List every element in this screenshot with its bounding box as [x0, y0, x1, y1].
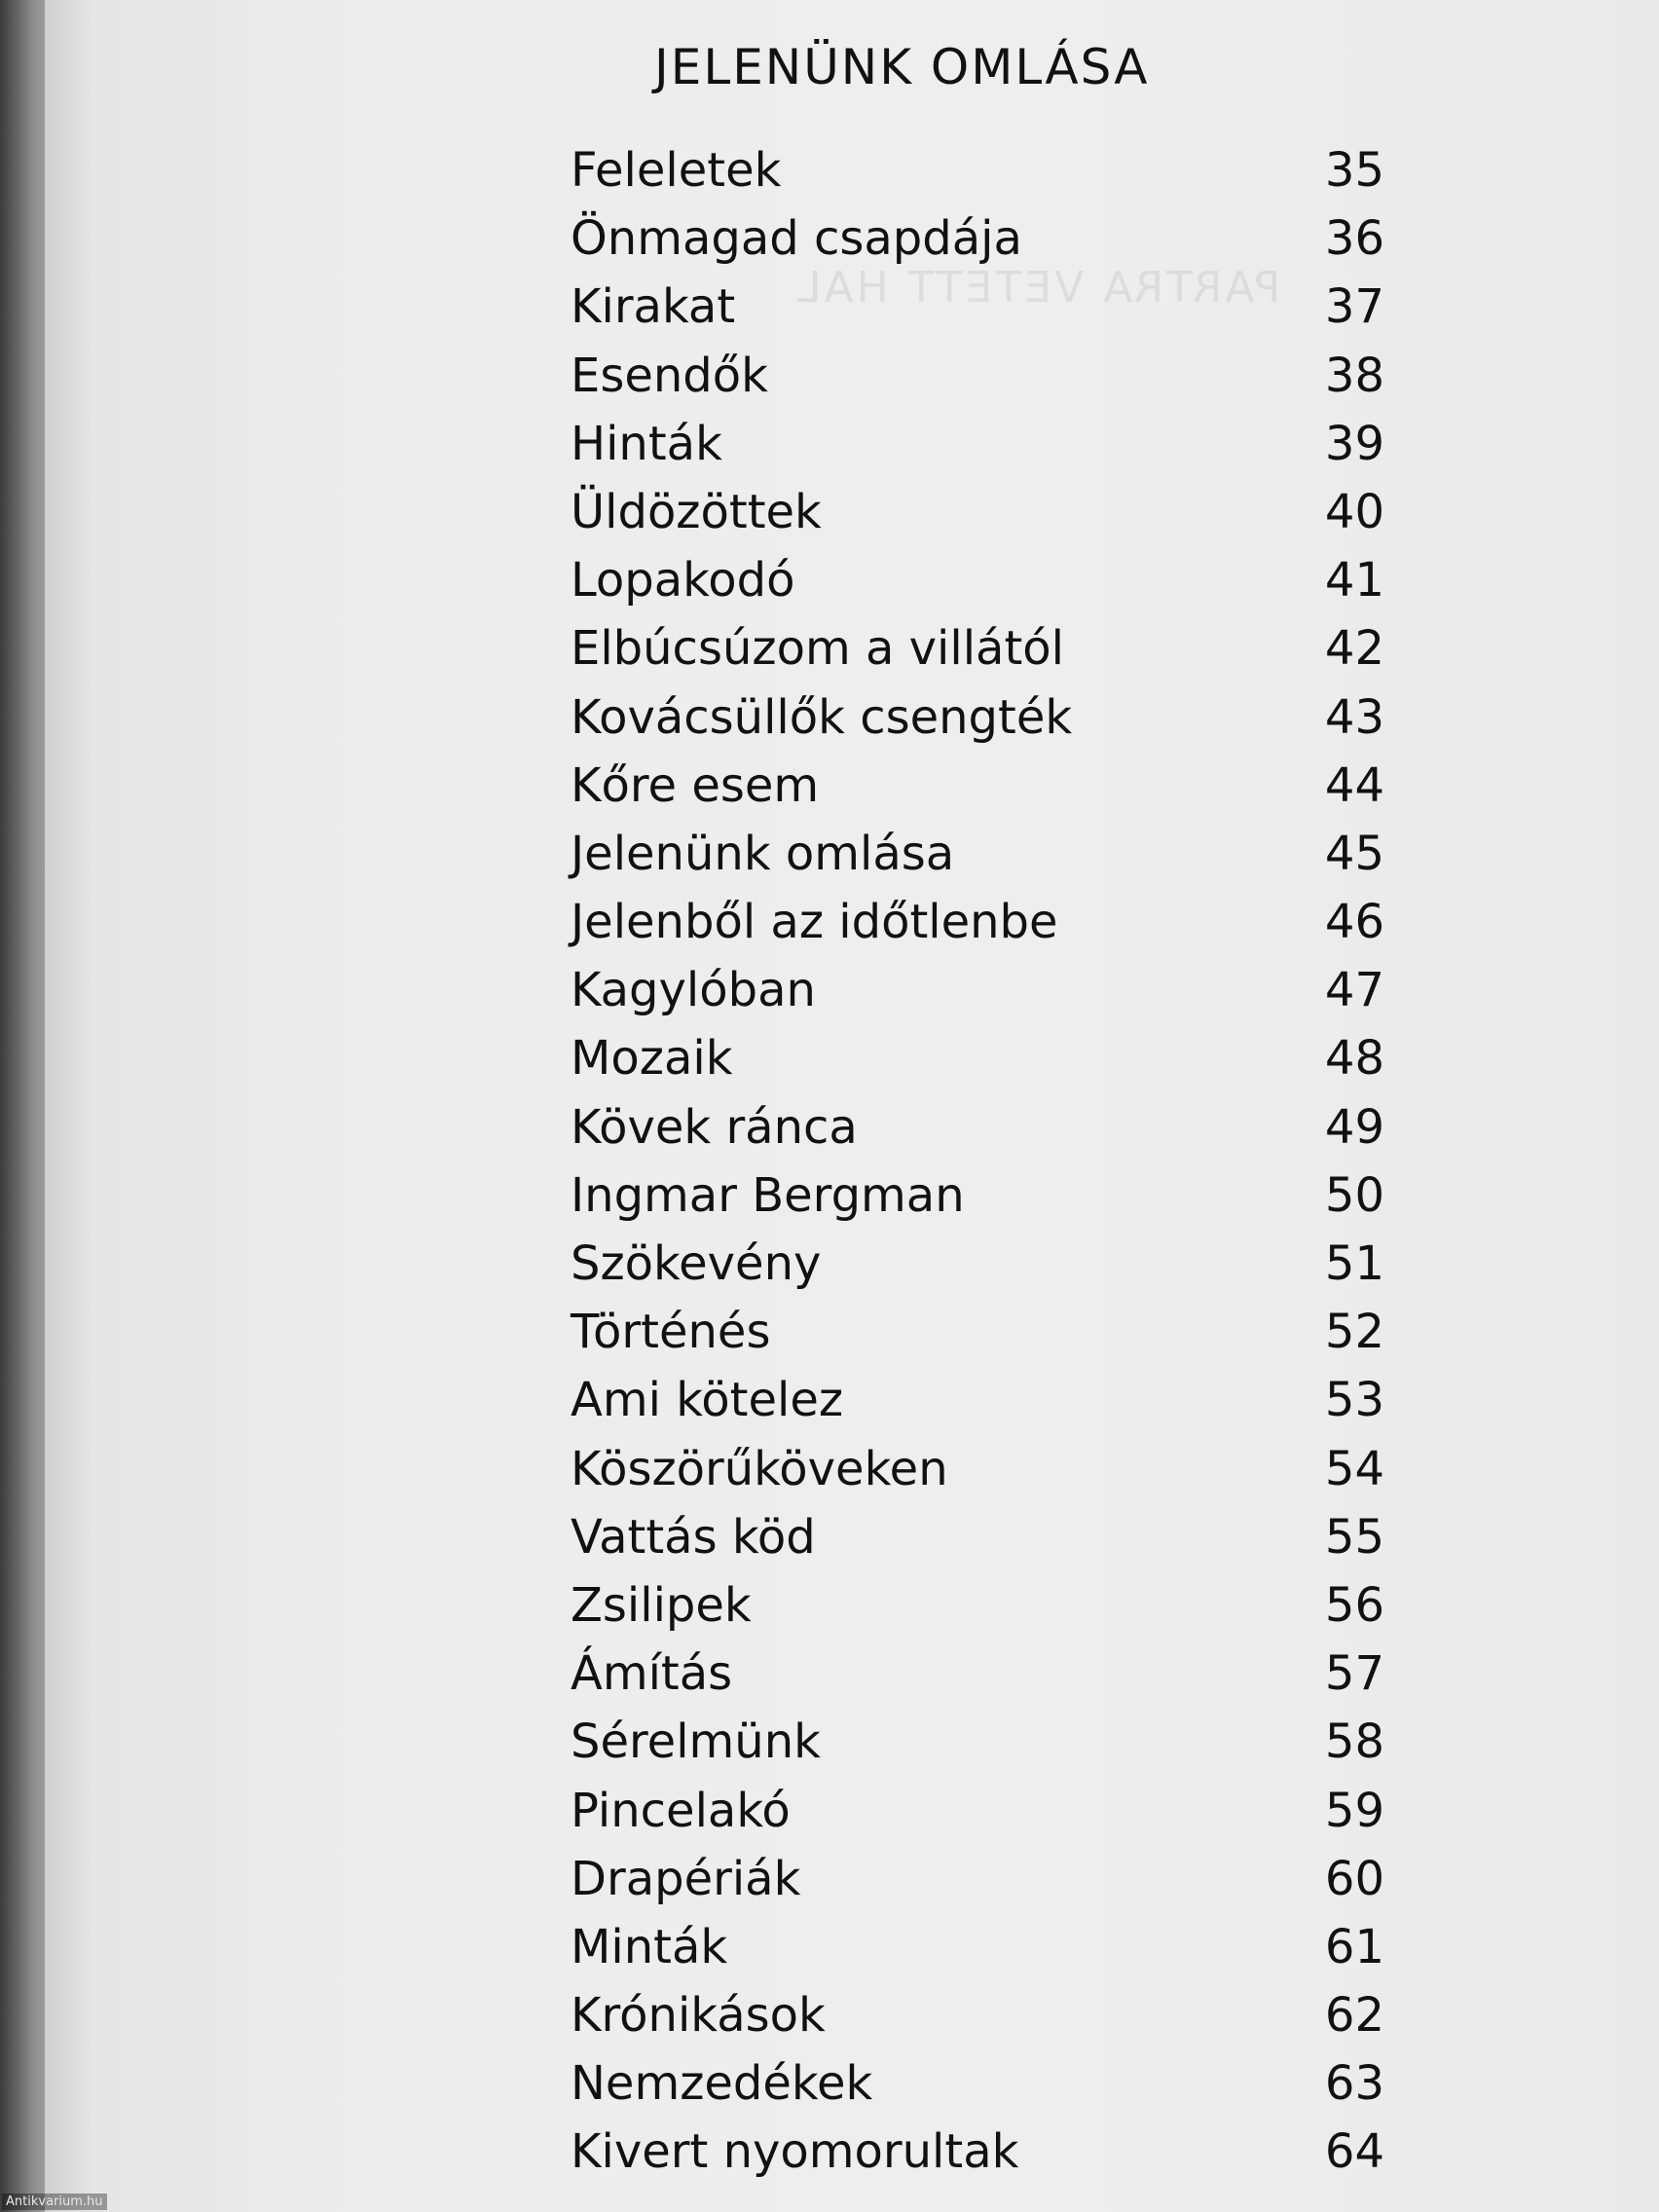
toc-entry-title: Kovácsüllők csengték: [571, 689, 1073, 745]
table-of-contents: [528, 136, 1384, 2187]
toc-entry-title: Kirakat: [571, 279, 736, 335]
toc-entry-title: Üldözöttek: [571, 484, 822, 539]
toc-entry: [528, 752, 1384, 820]
toc-entry-page-number: 53: [1324, 1373, 1384, 1428]
toc-entry-page-number: 44: [1324, 757, 1384, 813]
toc-entry: [528, 273, 1384, 341]
toc-entry-page-number: 57: [1324, 1646, 1384, 1702]
toc-entry-title: Önmagad csapdája: [571, 211, 1022, 267]
toc-entry: [528, 1366, 1384, 1434]
toc-entry: [528, 410, 1384, 478]
toc-entry: [528, 1093, 1384, 1161]
toc-entry-title: Esendők: [571, 348, 768, 403]
toc-entry-title: Ámítás: [571, 1646, 733, 1702]
toc-entry: [528, 204, 1384, 273]
toc-entry-title: Hinták: [571, 416, 722, 471]
toc-entry-page-number: 49: [1324, 1099, 1384, 1155]
toc-entry-title: Kivert nyomorultak: [571, 2124, 1019, 2180]
toc-entry-title: Kőre esem: [571, 757, 820, 813]
toc-entry: [528, 1024, 1384, 1092]
toc-entry-title: Pincelakó: [571, 1783, 791, 1838]
toc-entry-title: Jelenünk omlása: [571, 826, 955, 881]
toc-entry-page-number: 64: [1324, 2124, 1384, 2180]
toc-entry: [528, 956, 1384, 1024]
toc-entry-title: Kövek ránca: [571, 1099, 858, 1155]
bleed-through-text: PARTRA VETETT HAL: [794, 263, 1281, 313]
section-title: JELENÜNK OMLÁSA: [654, 38, 1150, 95]
toc-entry-title: Ami kötelez: [571, 1373, 844, 1428]
toc-entry: [528, 1913, 1384, 1981]
toc-entry-page-number: 39: [1324, 416, 1384, 471]
toc-entry: [528, 683, 1384, 752]
toc-entry-title: Elbúcsúzom a villától: [571, 621, 1064, 677]
toc-entry-page-number: 42: [1324, 621, 1384, 677]
toc-entry-title: Lopakodó: [571, 553, 795, 608]
toc-entry: [528, 2049, 1384, 2118]
toc-entry-page-number: 62: [1324, 1988, 1384, 2044]
toc-entry-page-number: 61: [1324, 1919, 1384, 1974]
toc-entry-page-number: 52: [1324, 1305, 1384, 1360]
toc-entry-page-number: 54: [1324, 1441, 1384, 1496]
watermark: Antikvarium.hu: [2, 2194, 107, 2210]
toc-entry-page-number: 46: [1324, 895, 1384, 950]
toc-entry: [528, 888, 1384, 956]
toc-entry: [528, 1161, 1384, 1230]
toc-entry: [528, 1777, 1384, 1845]
toc-entry-page-number: 36: [1324, 211, 1384, 267]
toc-entry: [528, 136, 1384, 204]
toc-entry-page-number: 40: [1324, 484, 1384, 539]
toc-entry-page-number: 37: [1324, 279, 1384, 335]
toc-entry-title: Feleletek: [571, 143, 782, 198]
toc-entry-title: Köszörűköveken: [571, 1441, 948, 1496]
toc-entry-title: Nemzedékek: [571, 2056, 873, 2112]
toc-entry: [528, 820, 1384, 888]
toc-entry-title: Jelenből az időtlenbe: [571, 895, 1058, 950]
toc-entry: [528, 1298, 1384, 1366]
toc-entry-title: Szökevény: [571, 1236, 822, 1291]
toc-entry-title: Ingmar Bergman: [571, 1167, 965, 1223]
toc-entry-title: Zsilipek: [571, 1577, 752, 1633]
toc-entry-page-number: 43: [1324, 689, 1384, 745]
toc-entry-title: Kagylóban: [571, 963, 816, 1018]
toc-entry: [528, 478, 1384, 546]
toc-entry-title: Vattás köd: [571, 1509, 816, 1565]
toc-entry: [528, 1571, 1384, 1640]
book-page: [45, 0, 1659, 2212]
toc-entry: [528, 546, 1384, 614]
toc-entry-title: Minták: [571, 1919, 728, 1974]
toc-entry: [528, 1503, 1384, 1571]
toc-entry-page-number: 51: [1324, 1236, 1384, 1291]
toc-entry-page-number: 58: [1324, 1714, 1384, 1770]
toc-entry-title: Krónikások: [571, 1988, 826, 2044]
toc-entry: [528, 1708, 1384, 1776]
toc-entry-page-number: 35: [1324, 143, 1384, 198]
toc-entry-page-number: 41: [1324, 553, 1384, 608]
toc-entry-page-number: 50: [1324, 1167, 1384, 1223]
book-binding-edge: [0, 0, 45, 2212]
toc-entry-page-number: 45: [1324, 826, 1384, 881]
toc-entry-page-number: 59: [1324, 1783, 1384, 1838]
toc-entry-page-number: 56: [1324, 1577, 1384, 1633]
toc-entry-title: Sérelmünk: [571, 1714, 821, 1770]
toc-entry-page-number: 47: [1324, 963, 1384, 1018]
toc-entry-title: Történés: [571, 1305, 771, 1360]
toc-entry-page-number: 63: [1324, 2056, 1384, 2112]
toc-entry-title: Drapériák: [571, 1851, 801, 1906]
toc-entry: [528, 1845, 1384, 1913]
toc-entry-page-number: 38: [1324, 348, 1384, 403]
toc-entry: [528, 1230, 1384, 1298]
toc-entry: [528, 1981, 1384, 2049]
toc-entry: [528, 614, 1384, 682]
toc-entry-page-number: 55: [1324, 1509, 1384, 1565]
toc-entry-page-number: 48: [1324, 1031, 1384, 1087]
toc-entry: [528, 1640, 1384, 1708]
toc-entry: [528, 1435, 1384, 1503]
toc-entry: [528, 2118, 1384, 2186]
toc-entry: [528, 342, 1384, 410]
toc-entry-title: Mozaik: [571, 1031, 733, 1087]
toc-entry-page-number: 60: [1324, 1851, 1384, 1906]
